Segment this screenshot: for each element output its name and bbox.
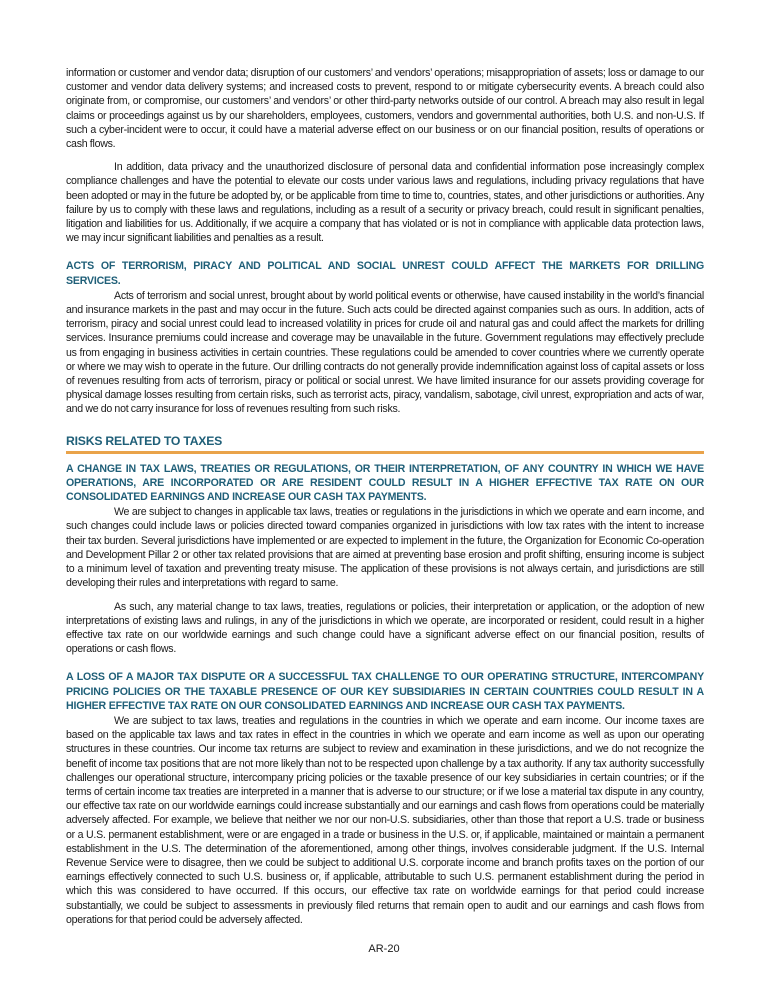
heading-tax-law-change: A CHANGE IN TAX LAWS, TREATIES OR REGULATIONS, OR THEIR INTERPRETATION, OF ANY COUNTRY IN WHICH WE HAVE OPERATIONS, ARE INCORPORATED OR ARE RESIDENT COULD RESULT IN A HIGHER EFFECTIVE TAX RATE ON OUR CONSOLIDATED EARNINGS AND INCREASE OUR CASH TAX PAYMENTS. bbox=[66, 462, 704, 504]
paragraph-terrorism: Acts of terrorism and social unrest, brought about by world political events or otherwise, have caused instability in the world’s financial and insurance markets in the past and may occur in the future. Such acts could be directed against companies such as ours. In addition, acts of terrorism, piracy and social unrest could lead to increased volatility in prices for crude oil and natural gas and could affect the markets for drilling services. Insurance premiums could increase and coverage may be unavailable in the future. Government regulations may effectively preclude us from engaging in business activities in certain countries. These regulations could be amended to cover countries where we currently operate or where we may wish to operate in the future. Our drilling contracts do not generally provide indemnification against loss of capital assets or loss of revenues resulting from acts of terrorism, piracy or political or social unrest. We have limited insurance for our assets providing coverage for physical damage losses resulting from certain risks, such as terrorist acts, piracy, vandalism, sabotage, civil unrest, expropriation and acts of war, and we do not carry insurance for loss of revenues resulting from such risks. bbox=[66, 289, 704, 416]
section-title-taxes: RISKS RELATED TO TAXES bbox=[66, 434, 704, 454]
heading-terrorism-risk: ACTS OF TERRORISM, PIRACY AND POLITICAL AND SOCIAL UNREST COULD AFFECT THE MARKETS FOR DRILLING SERVICES. bbox=[66, 260, 704, 287]
paragraph-tax-dispute: We are subject to tax laws, treaties and regulations in the countries in which we operate and earn income. Our income taxes are based on the applicable tax laws and tax rates in effect in the countries in which we operate and earn income as well as upon our operating structures in these countries. Our income tax returns are subject to review and examination in these jurisdictions, and we do not recognize the benefit of income tax positions that are not more likely than not to be respected upon challenge by a tax authority. If any tax authority successfully challenges our operational structure, intercompany pricing policies or the taxable presence of our key subsidiaries in certain countries; or if the terms of certain income tax treaties are interpreted in a manner that is adverse to our structure; or if we lose a material tax dispute in any country, our effective tax rate on our worldwide earnings could increase substantially and our earnings and cash flows from operations could be materially adversely affected. For example, we believe that neither we nor our non-U.S. subsidiaries, other than those that report a U.S. trade or business or a U.S. permanent establishment, were or are engaged in a trade or business in the U.S. or, if applicable, maintained or maintain a permanent establishment in the U.S. The determination of the aforementioned, among other things, involves considerable judgment. If the U.S. Internal Revenue Service were to disagree, then we could be subject to additional U.S. corporate income and branch profits taxes on the portion of our earnings effectively connected to such U.S. business or, if applicable, attributable to such U.S. permanent establishment during the period in which this was considered to have occurred. If this occurs, our effective tax rate on worldwide earnings for that period could increase substantially, we could be subject to assessments in previously filed returns that remain open to audit and our earnings and cash flows from operations for that period could be adversely affected. bbox=[66, 714, 704, 926]
paragraph-tax-law-changes: We are subject to changes in applicable tax laws, treaties or regulations in the jurisdictions in which we operate and earn income, and such changes could include laws or policies directed toward companies organized in jurisdictions with low tax rates with the intent to increase their tax burden. Several jurisdictions have implemented or are expected to implement in the future, the Organization for Economic Co-operation and Development Pillar 2 or other tax related provisions that are aimed at preventing base erosion and profit shifting, ensuring income is subject to a minimum level of taxation and preventing treaty misuse. The application of these provisions is not always certain, and jurisdictions are still developing their rules and interpretations with regard to same. bbox=[66, 506, 704, 590]
heading-tax-dispute: A LOSS OF A MAJOR TAX DISPUTE OR A SUCCESSFUL TAX CHALLENGE TO OUR OPERATING STRUCTURE, INTERCOMPANY PRICING POLICIES OR THE TAXABLE PRESENCE OF OUR KEY SUBSIDIARIES IN CERTAIN COUNTRIES COULD RESULT IN A HIGHER EFFECTIVE TAX RATE ON OUR CONSOLIDATED EARNINGS AND INCREASE OUR CASH TAX PAYMENTS. bbox=[66, 671, 704, 712]
page-number: AR-20 bbox=[368, 943, 400, 955]
paragraph-cyber-breach: information or customer and vendor data; disruption of our customers’ and vendors’ operations; misappropriation of assets; loss or damage to our customer and vendor data delivery systems; and increased costs to prevent, respond to or mitigate cybersecurity events. A breach could also originate from, or compromise, our customers’ and vendors’ or other third-party networks outside of our control. A breach may also result in legal claims or proceedings against us by our shareholders, employees, customers, vendors and governmental authorities, both U.S. and non-U.S. If such a cyber-incident were to occur, it could have a material adverse effect on our business or on our financial position, results of operations or cash flows. bbox=[66, 67, 704, 151]
document-page bbox=[66, 66, 704, 936]
paragraph-tax-material-change: As such, any material change to tax laws, treaties, regulations or policies, their interpretation or application, or the adoption of new interpretations of existing laws and rulings, in any of the jurisdictions in which we operate, are incorporated or resident, could result in a higher effective tax rate on our worldwide earnings and such change could have a significant adverse effect on our financial position, results of operations or cash flows. bbox=[66, 600, 704, 656]
paragraph-data-privacy: In addition, data privacy and the unauthorized disclosure of personal data and confidential information pose increasingly complex compliance challenges and have the potential to elevate our costs under various laws and regulations, including privacy regulations that have been adopted or may in the future be adopted by, or be applicable from time to time to, countries, states, and other jurisdictions or authorities. Any failure by us to comply with these laws and regulations, including as a result of a security or privacy breach, could result in significant penalties, litigation and liabilities for us. Additionally, if we acquire a company that has violated or is not in compliance with applicable data protection laws, we may incur significant liabilities and penalties as a result. bbox=[66, 161, 704, 245]
